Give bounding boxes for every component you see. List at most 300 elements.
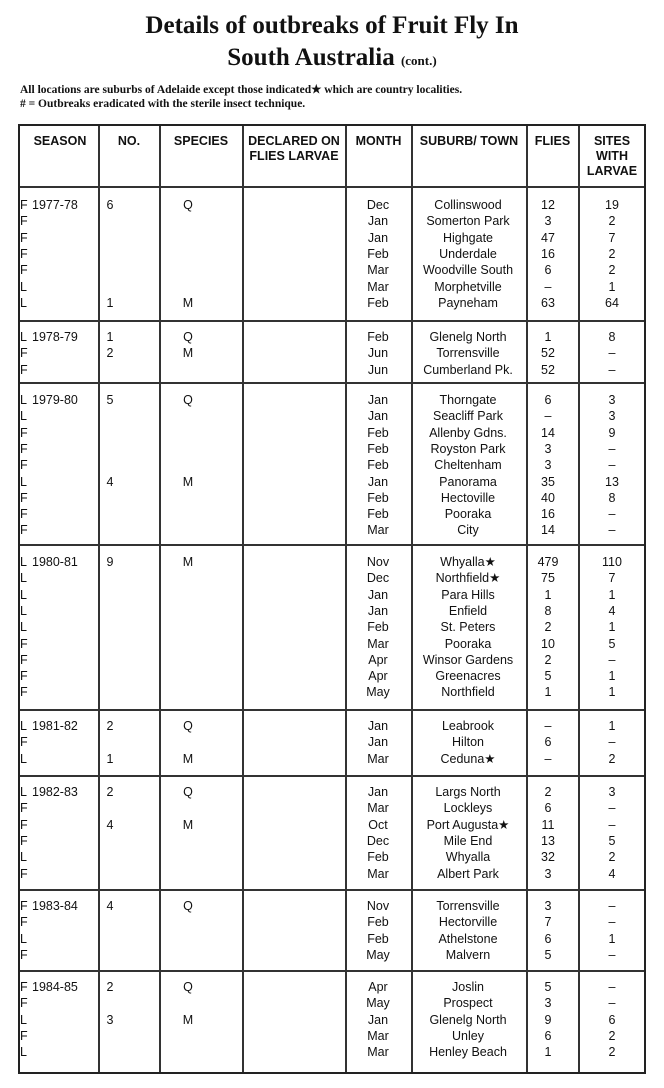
table-row bbox=[20, 931, 644, 947]
cell-season: 1983-84 bbox=[32, 899, 78, 913]
cell-declared: F bbox=[20, 652, 28, 667]
cell-month: Mar bbox=[367, 279, 389, 294]
cell-no: 2 bbox=[106, 346, 114, 361]
cell-flies: 9 bbox=[544, 1012, 552, 1027]
cell-no: 2 bbox=[106, 785, 114, 799]
cell-suburb: Pooraka bbox=[444, 636, 492, 651]
cell-suburb: Winsor Gardens bbox=[422, 652, 514, 667]
cell-flies: 6 bbox=[544, 393, 552, 407]
cell-species: Q bbox=[183, 393, 193, 407]
header-declared: DECLARED ON FLIES LARVAE bbox=[248, 134, 340, 163]
table-row bbox=[20, 425, 644, 441]
cell-declared: L bbox=[20, 571, 27, 586]
cell-month: Jan bbox=[367, 603, 389, 618]
cell-declared: F bbox=[20, 1028, 28, 1043]
cell-species: M bbox=[182, 751, 194, 766]
cell-sites: – bbox=[608, 947, 616, 962]
table-row bbox=[20, 866, 644, 882]
cell-declared: F bbox=[20, 246, 28, 261]
cell-declared: F bbox=[20, 801, 28, 816]
cell-suburb: Torrensville bbox=[436, 346, 500, 361]
cell-declared: L bbox=[20, 330, 27, 344]
group-divider bbox=[20, 186, 644, 188]
cell-sites: 2 bbox=[608, 1028, 616, 1043]
cell-suburb: Cumberland Pk. bbox=[423, 362, 513, 377]
cell-declared: F bbox=[20, 458, 28, 473]
cell-flies: 63 bbox=[541, 295, 555, 310]
cell-flies: 47 bbox=[541, 230, 555, 245]
cell-sites: 4 bbox=[608, 866, 616, 881]
cell-sites: – bbox=[608, 801, 616, 816]
cell-sites: 110 bbox=[602, 555, 622, 569]
cell-month: Dec bbox=[366, 833, 390, 848]
cell-season: 1984-85 bbox=[32, 980, 78, 994]
table-row bbox=[20, 587, 644, 603]
cell-flies: 5 bbox=[544, 669, 552, 684]
cell-flies: 12 bbox=[541, 198, 555, 212]
cell-sites: 2 bbox=[608, 751, 616, 766]
cell-no: 1 bbox=[106, 751, 114, 766]
cell-suburb: Athelstone bbox=[438, 931, 498, 946]
cell-no: 2 bbox=[106, 719, 114, 733]
cell-flies: 13 bbox=[541, 833, 555, 848]
cell-flies: – bbox=[544, 409, 552, 424]
cell-month: Mar bbox=[367, 1045, 389, 1060]
cell-suburb: Unley bbox=[452, 1028, 484, 1043]
cell-month: Jun bbox=[367, 346, 389, 361]
cell-sites: 4 bbox=[608, 603, 616, 618]
table-row bbox=[20, 636, 644, 652]
cell-flies: 14 bbox=[541, 425, 555, 440]
cell-suburb: Enfield bbox=[448, 603, 488, 618]
cell-declared: L bbox=[20, 279, 27, 294]
cell-suburb: Woodville South bbox=[422, 263, 514, 278]
sterile-technique-note: # = Outbreaks eradicated with the sterile insect technique. bbox=[20, 98, 306, 110]
cell-flies: 32 bbox=[541, 850, 555, 865]
cell-month: Jan bbox=[367, 735, 389, 750]
cell-species: Q bbox=[183, 719, 193, 733]
cell-suburb: Northfield bbox=[441, 685, 495, 700]
cell-sites: – bbox=[608, 817, 616, 832]
cell-sites: 3 bbox=[608, 785, 616, 799]
header-flies: FLIES bbox=[534, 134, 571, 148]
cell-declared: F bbox=[20, 230, 28, 245]
cell-species: Q bbox=[183, 980, 193, 994]
cell-no: 5 bbox=[106, 393, 114, 407]
subtitle-text: South Australia bbox=[227, 44, 395, 71]
cell-declared: F bbox=[20, 346, 28, 361]
cell-flies: – bbox=[544, 751, 552, 766]
table-row bbox=[20, 898, 644, 914]
cell-month: Feb bbox=[367, 620, 389, 635]
cell-flies: 10 bbox=[541, 636, 555, 651]
table-row bbox=[20, 833, 644, 849]
cell-species: M bbox=[182, 474, 194, 489]
cell-species: M bbox=[182, 295, 194, 310]
cell-declared: L bbox=[20, 719, 27, 733]
cell-month: Nov bbox=[366, 555, 390, 569]
cell-suburb: Northfield★ bbox=[435, 571, 501, 586]
table-row bbox=[20, 947, 644, 963]
table-row bbox=[20, 800, 644, 816]
table-row bbox=[20, 1044, 644, 1060]
cell-flies: 2 bbox=[544, 652, 552, 667]
table-row bbox=[20, 329, 644, 345]
table-row bbox=[20, 197, 644, 213]
cell-species: Q bbox=[183, 899, 193, 913]
cell-flies: 3 bbox=[544, 214, 552, 229]
cell-suburb: Whyalla★ bbox=[440, 555, 496, 569]
table-row bbox=[20, 392, 644, 408]
group-divider bbox=[20, 889, 644, 891]
cell-declared: F bbox=[20, 685, 28, 700]
cell-suburb: Panorama bbox=[439, 474, 497, 489]
header-no: NO. bbox=[117, 134, 141, 148]
table-row bbox=[20, 230, 644, 246]
cell-month: Feb bbox=[367, 931, 389, 946]
cell-suburb: Royston Park bbox=[430, 441, 506, 456]
table-row bbox=[20, 784, 644, 800]
cell-month: Feb bbox=[367, 915, 389, 930]
cell-month: Mar bbox=[367, 636, 389, 651]
cell-suburb: Hectorville bbox=[438, 915, 498, 930]
cell-sites: 1 bbox=[608, 620, 616, 635]
cell-suburb: Port Augusta★ bbox=[426, 817, 510, 832]
table-row bbox=[20, 262, 644, 278]
cell-flies: 52 bbox=[541, 346, 555, 361]
cell-sites: – bbox=[608, 915, 616, 930]
cell-season: 1979-80 bbox=[32, 393, 78, 407]
cell-sites: 3 bbox=[608, 393, 616, 407]
cell-suburb: City bbox=[457, 523, 479, 538]
cell-month: Feb bbox=[367, 425, 389, 440]
cell-suburb: Leabrook bbox=[441, 719, 495, 733]
cell-season: 1980-81 bbox=[32, 555, 78, 569]
table-row bbox=[20, 1028, 644, 1044]
cell-month: Feb bbox=[367, 330, 389, 344]
cell-sites: 19 bbox=[605, 198, 619, 212]
cell-flies: 2 bbox=[544, 620, 552, 635]
cell-suburb: Joslin bbox=[452, 980, 484, 994]
cell-declared: F bbox=[20, 817, 28, 832]
cell-season: 1977-78 bbox=[32, 198, 78, 212]
cell-flies: 3 bbox=[544, 458, 552, 473]
table-row bbox=[20, 570, 644, 586]
cell-sites: – bbox=[608, 899, 616, 913]
cell-flies: 16 bbox=[541, 507, 555, 522]
cell-sites: 1 bbox=[608, 719, 616, 733]
cell-month: Feb bbox=[367, 490, 389, 505]
cell-sites: 2 bbox=[608, 214, 616, 229]
cell-declared: F bbox=[20, 947, 28, 962]
cell-sites: 7 bbox=[608, 230, 616, 245]
continued-label: (cont.) bbox=[400, 53, 437, 68]
cell-declared: L bbox=[20, 409, 27, 424]
cell-declared: F bbox=[20, 507, 28, 522]
cell-flies: 35 bbox=[541, 474, 555, 489]
cell-declared: L bbox=[20, 751, 27, 766]
cell-month: Mar bbox=[367, 866, 389, 881]
cell-month: Mar bbox=[367, 751, 389, 766]
cell-flies: 3 bbox=[544, 441, 552, 456]
cell-sites: – bbox=[608, 996, 616, 1011]
cell-month: Mar bbox=[367, 523, 389, 538]
cell-suburb: Pooraka bbox=[444, 507, 492, 522]
cell-flies: 6 bbox=[544, 735, 552, 750]
group-divider bbox=[20, 970, 644, 972]
cell-month: Jan bbox=[367, 587, 389, 602]
cell-flies: 1 bbox=[544, 330, 552, 344]
cell-sites: 2 bbox=[608, 246, 616, 261]
cell-sites: 3 bbox=[608, 409, 616, 424]
cell-sites: 64 bbox=[605, 295, 619, 310]
cell-month: Jan bbox=[367, 214, 389, 229]
document-subtitle bbox=[0, 44, 664, 72]
table-row bbox=[20, 441, 644, 457]
cell-no: 4 bbox=[106, 899, 114, 913]
cell-flies: 5 bbox=[544, 980, 552, 994]
cell-sites: 1 bbox=[608, 685, 616, 700]
cell-month: May bbox=[366, 947, 390, 962]
table-row bbox=[20, 474, 644, 490]
document-title: Details of outbreaks of Fruit Fly In bbox=[145, 12, 519, 39]
cell-season: 1982-83 bbox=[32, 785, 78, 799]
cell-flies: 2 bbox=[544, 785, 552, 799]
cell-species: Q bbox=[183, 198, 193, 212]
cell-suburb: Henley Beach bbox=[429, 1045, 507, 1060]
cell-declared: F bbox=[20, 263, 28, 278]
cell-no: 3 bbox=[106, 1012, 114, 1027]
cell-month: Mar bbox=[367, 1028, 389, 1043]
cell-sites: – bbox=[608, 362, 616, 377]
table-row bbox=[20, 554, 644, 570]
header-month: MONTH bbox=[355, 134, 402, 148]
cell-month: Jan bbox=[367, 719, 389, 733]
table-row bbox=[20, 362, 644, 378]
cell-sites: 5 bbox=[608, 833, 616, 848]
cell-declared: F bbox=[20, 198, 28, 212]
cell-flies: 6 bbox=[544, 263, 552, 278]
cell-suburb: Greenacres bbox=[435, 669, 501, 684]
cell-flies: – bbox=[544, 719, 552, 733]
cell-month: May bbox=[366, 996, 390, 1011]
cell-declared: L bbox=[20, 850, 27, 865]
cell-suburb: Albert Park bbox=[437, 866, 499, 881]
cell-suburb: Largs North bbox=[435, 785, 501, 799]
cell-declared: F bbox=[20, 523, 28, 538]
cell-sites: – bbox=[608, 507, 616, 522]
cell-flies: 479 bbox=[537, 555, 559, 569]
cell-month: Apr bbox=[368, 669, 388, 684]
cell-flies: 7 bbox=[544, 915, 552, 930]
table-row bbox=[20, 668, 644, 684]
cell-month: Jan bbox=[367, 393, 389, 407]
cell-no: 4 bbox=[106, 474, 114, 489]
cell-month: Feb bbox=[367, 458, 389, 473]
cell-suburb: Prospect bbox=[443, 996, 493, 1011]
cell-sites: – bbox=[608, 441, 616, 456]
table-row bbox=[20, 652, 644, 668]
table-row bbox=[20, 979, 644, 995]
cell-no: 2 bbox=[106, 980, 114, 994]
cell-flies: 6 bbox=[544, 801, 552, 816]
cell-declared: F bbox=[20, 833, 28, 848]
table-row bbox=[20, 718, 644, 734]
cell-suburb: Hectoville bbox=[440, 490, 496, 505]
cell-month: Jan bbox=[367, 409, 389, 424]
cell-no: 1 bbox=[106, 330, 114, 344]
cell-month: Mar bbox=[367, 801, 389, 816]
cell-suburb: Collinswood bbox=[434, 198, 502, 212]
cell-suburb: Seacliff Park bbox=[433, 409, 503, 424]
cell-declared: L bbox=[20, 474, 27, 489]
cell-month: Jan bbox=[367, 785, 389, 799]
cell-flies: 16 bbox=[541, 246, 555, 261]
table-row bbox=[20, 213, 644, 229]
group-divider bbox=[20, 320, 644, 322]
header-season: SEASON bbox=[33, 134, 87, 148]
cell-suburb: Para Hills bbox=[441, 587, 495, 602]
cell-declared: F bbox=[20, 915, 28, 930]
cell-month: Feb bbox=[367, 441, 389, 456]
group-divider bbox=[20, 709, 644, 711]
cell-no: 4 bbox=[106, 817, 114, 832]
table-row bbox=[20, 995, 644, 1011]
cell-suburb: Glenelg North bbox=[429, 330, 507, 344]
cell-declared: F bbox=[20, 441, 28, 456]
header-species: SPECIES bbox=[173, 134, 229, 148]
cell-flies: 14 bbox=[541, 523, 555, 538]
cell-suburb: Mile End bbox=[443, 833, 493, 848]
cell-month: Apr bbox=[368, 980, 388, 994]
cell-declared: F bbox=[20, 669, 28, 684]
cell-suburb: Somerton Park bbox=[426, 214, 510, 229]
table-row bbox=[20, 295, 644, 311]
cell-season: 1978-79 bbox=[32, 330, 78, 344]
cell-flies: – bbox=[544, 279, 552, 294]
cell-sites: 2 bbox=[608, 1045, 616, 1060]
cell-month: Jan bbox=[367, 230, 389, 245]
table-row bbox=[20, 849, 644, 865]
cell-species: M bbox=[182, 555, 194, 569]
cell-declared: L bbox=[20, 587, 27, 602]
cell-no: 1 bbox=[106, 295, 114, 310]
cell-flies: 11 bbox=[541, 817, 555, 832]
cell-suburb: Allenby Gdns. bbox=[429, 425, 507, 440]
cell-sites: – bbox=[608, 346, 616, 361]
cell-declared: L bbox=[20, 620, 27, 635]
cell-declared: F bbox=[20, 425, 28, 440]
cell-sites: 9 bbox=[608, 425, 616, 440]
table-row bbox=[20, 751, 644, 767]
cell-month: Feb bbox=[367, 507, 389, 522]
cell-month: Jun bbox=[367, 362, 389, 377]
cell-month: Feb bbox=[367, 295, 389, 310]
cell-species: Q bbox=[183, 785, 193, 799]
cell-no: 6 bbox=[106, 198, 114, 212]
cell-declared: F bbox=[20, 214, 28, 229]
cell-flies: 1 bbox=[544, 587, 552, 602]
group-divider bbox=[20, 775, 644, 777]
table-row bbox=[20, 914, 644, 930]
cell-sites: 1 bbox=[608, 931, 616, 946]
table-row bbox=[20, 490, 644, 506]
group-divider bbox=[20, 382, 644, 384]
cell-flies: 3 bbox=[544, 899, 552, 913]
cell-sites: 2 bbox=[608, 850, 616, 865]
cell-suburb: Lockleys bbox=[443, 801, 493, 816]
cell-sites: – bbox=[608, 735, 616, 750]
table-row bbox=[20, 522, 644, 538]
cell-declared: F bbox=[20, 490, 28, 505]
header-sites: SITES WITH LARVAE bbox=[586, 134, 638, 178]
cell-declared: F bbox=[20, 980, 28, 994]
cell-suburb: Payneham bbox=[438, 295, 498, 310]
table-row bbox=[20, 506, 644, 522]
table-row bbox=[20, 734, 644, 750]
cell-flies: 6 bbox=[544, 1028, 552, 1043]
cell-flies: 6 bbox=[544, 931, 552, 946]
cell-suburb: Malvern bbox=[445, 947, 491, 962]
cell-suburb: Underdale bbox=[439, 246, 497, 261]
cell-species: M bbox=[182, 817, 194, 832]
cell-declared: F bbox=[20, 362, 28, 377]
cell-declared: F bbox=[20, 866, 28, 881]
cell-sites: 8 bbox=[608, 490, 616, 505]
cell-declared: F bbox=[20, 899, 28, 913]
cell-suburb: Whyalla bbox=[445, 850, 491, 865]
cell-flies: 1 bbox=[544, 1045, 552, 1060]
table-row bbox=[20, 457, 644, 473]
cell-declared: L bbox=[20, 393, 27, 407]
table-row bbox=[20, 603, 644, 619]
cell-suburb: Morphetville bbox=[434, 279, 502, 294]
table-row bbox=[20, 817, 644, 833]
cell-suburb: Thorngate bbox=[439, 393, 497, 407]
cell-sites: – bbox=[608, 523, 616, 538]
cell-month: Oct bbox=[368, 817, 388, 832]
cell-flies: 5 bbox=[544, 947, 552, 962]
cell-flies: 40 bbox=[541, 490, 555, 505]
cell-sites: 7 bbox=[608, 571, 616, 586]
cell-season: 1981-82 bbox=[32, 719, 78, 733]
cell-sites: 6 bbox=[608, 1012, 616, 1027]
cell-month: Jan bbox=[367, 474, 389, 489]
cell-sites: – bbox=[608, 652, 616, 667]
cell-month: Dec bbox=[366, 571, 390, 586]
cell-month: Feb bbox=[367, 850, 389, 865]
cell-month: Feb bbox=[367, 246, 389, 261]
table-row bbox=[20, 684, 644, 700]
cell-no: 9 bbox=[106, 555, 114, 569]
cell-sites: 8 bbox=[608, 330, 616, 344]
cell-suburb: Hilton bbox=[452, 735, 484, 750]
cell-flies: 8 bbox=[544, 603, 552, 618]
cell-sites: 2 bbox=[608, 263, 616, 278]
group-divider bbox=[20, 544, 644, 546]
table-row bbox=[20, 619, 644, 635]
cell-flies: 3 bbox=[544, 866, 552, 881]
cell-declared: L bbox=[20, 1045, 27, 1060]
cell-sites: – bbox=[608, 980, 616, 994]
cell-flies: 3 bbox=[544, 996, 552, 1011]
cell-month: Jan bbox=[367, 1012, 389, 1027]
cell-suburb: Torrensville bbox=[436, 899, 500, 913]
cell-species: M bbox=[182, 1012, 194, 1027]
locations-note: All locations are suburbs of Adelaide except those indicated★ which are country localities. bbox=[20, 84, 463, 96]
cell-suburb: Cheltenham bbox=[434, 458, 502, 473]
cell-species: Q bbox=[183, 330, 193, 344]
